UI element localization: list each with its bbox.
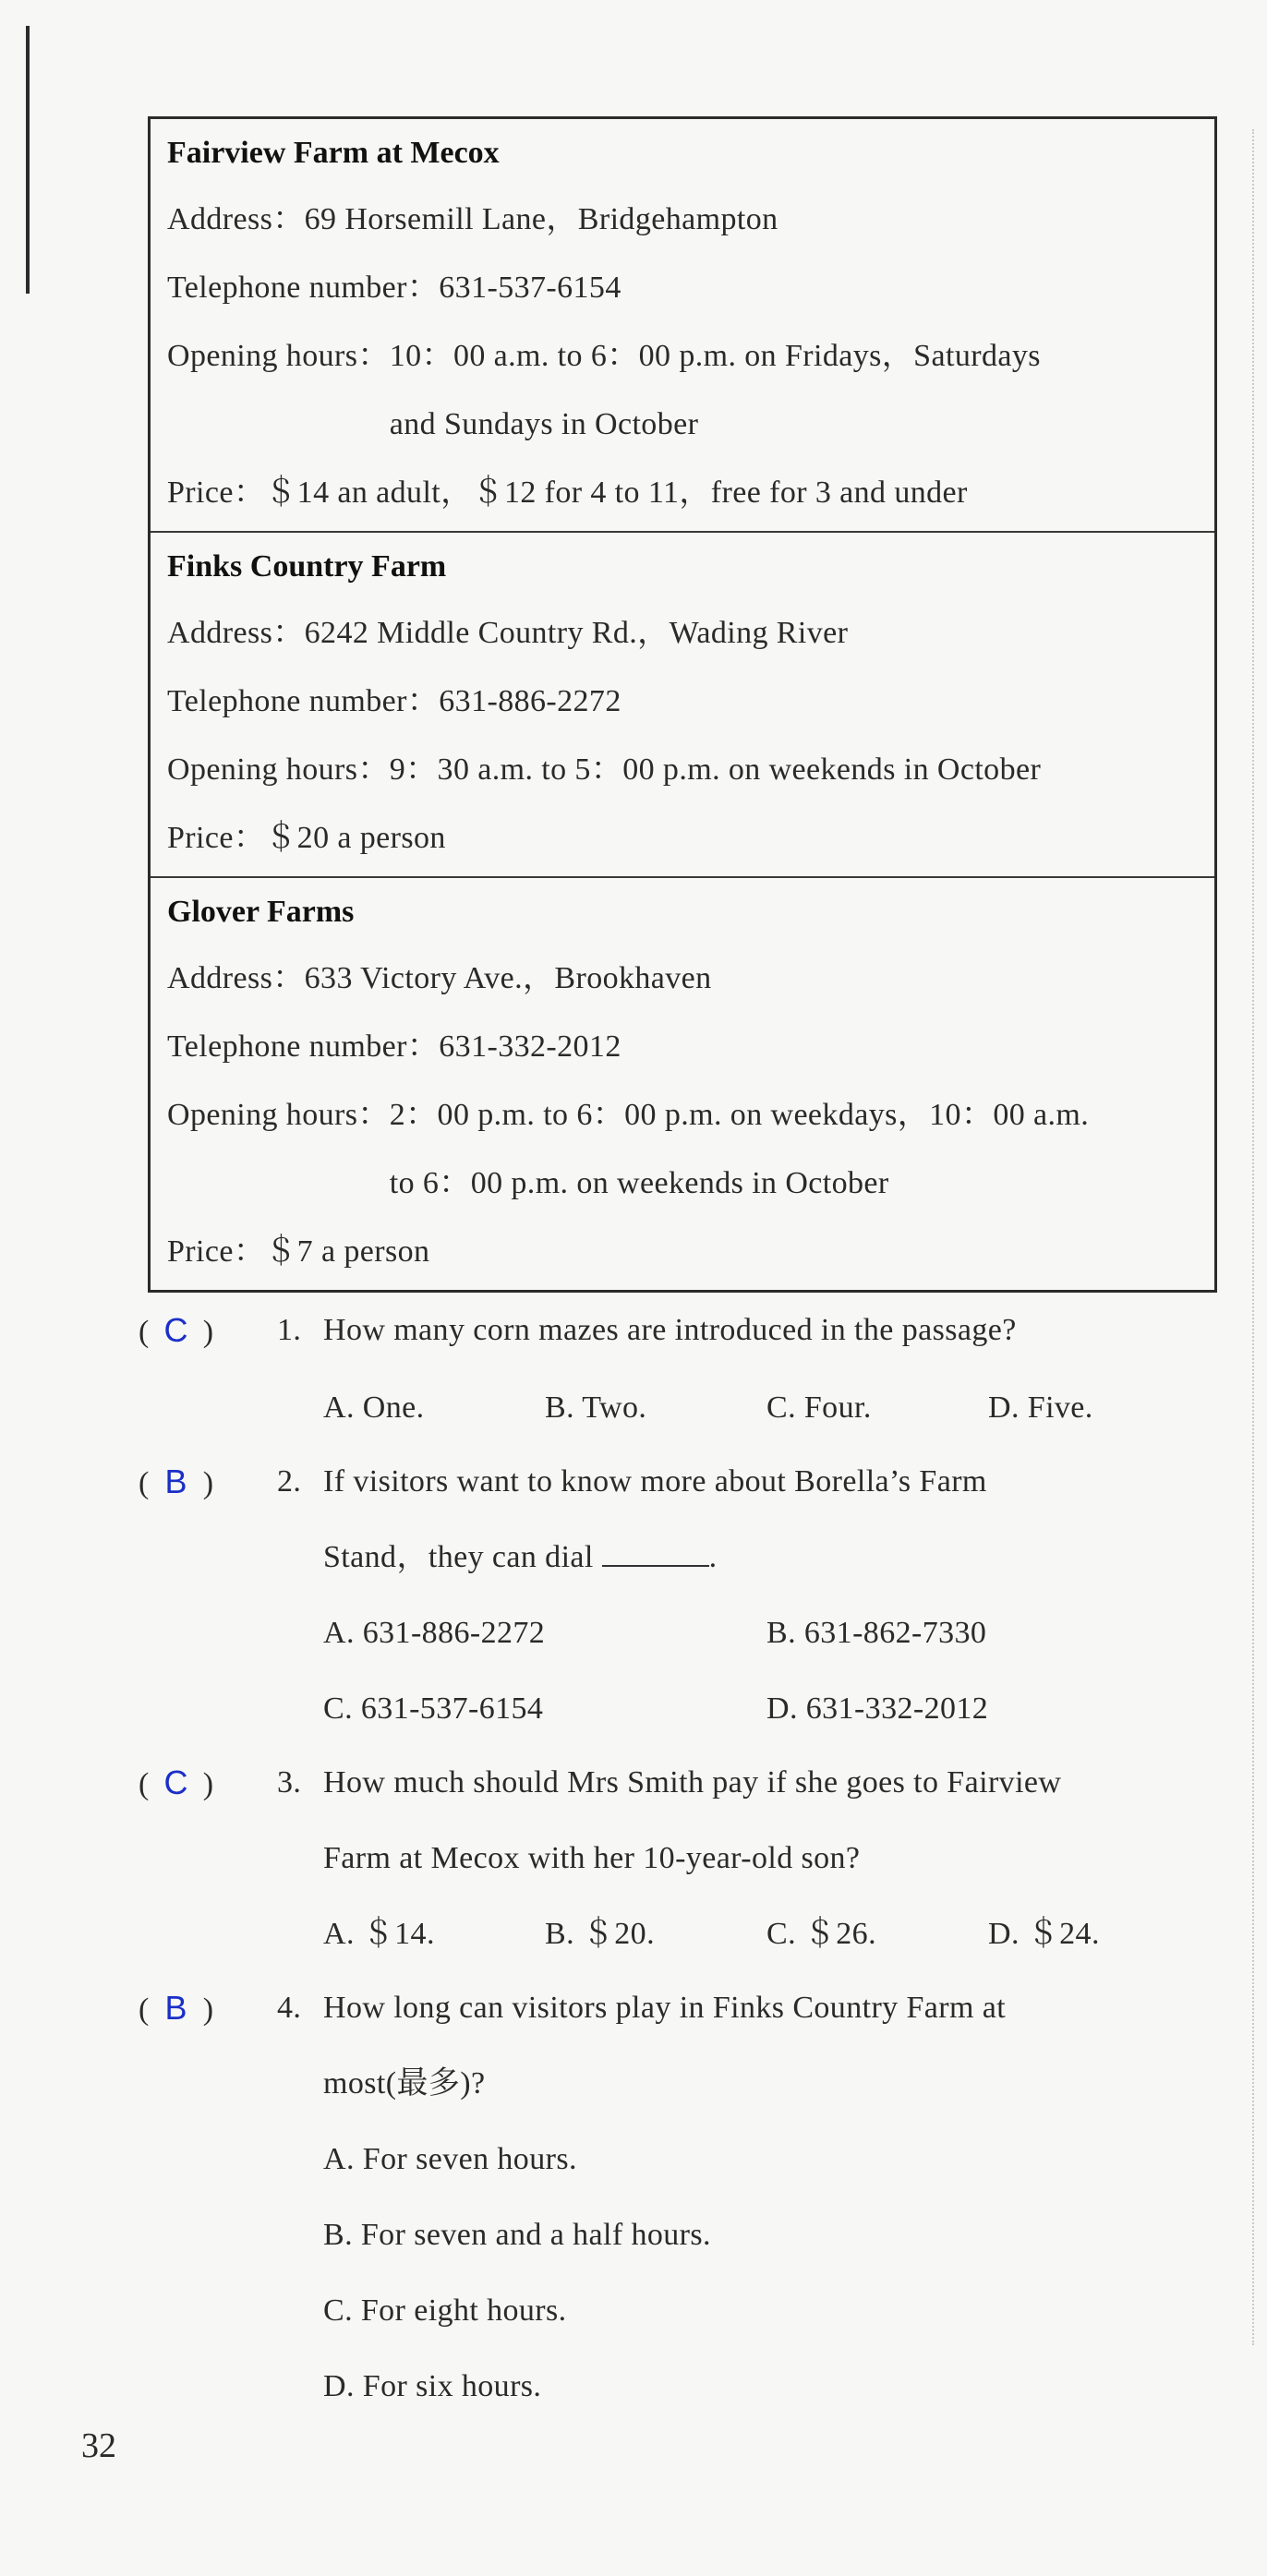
hours-label: Opening hours： bbox=[167, 1098, 390, 1132]
phone-value: 631-537-6154 bbox=[439, 271, 621, 305]
question-number: 2. bbox=[277, 1464, 302, 1499]
bracket-open: ( bbox=[139, 1992, 150, 2027]
question-3 bbox=[139, 1760, 1219, 1957]
option-c: C. ＄26. bbox=[766, 1917, 876, 1951]
answer-blank bbox=[602, 1537, 709, 1567]
price-row bbox=[167, 472, 1200, 514]
price-label: Price： bbox=[167, 821, 266, 855]
bracket-open: ( bbox=[139, 1315, 150, 1349]
answer-bracket bbox=[139, 1985, 277, 2107]
hours-label: Opening hours： bbox=[167, 752, 390, 787]
farm-section-finks bbox=[151, 533, 1214, 878]
answer-bracket bbox=[139, 1307, 277, 1355]
address-value: 6242 Middle Country Rd.，Wading River bbox=[304, 616, 849, 650]
address-label: Address： bbox=[167, 616, 305, 650]
question-text-line2: Farm at Mecox with her 10-year-old son? bbox=[323, 1841, 861, 1875]
farm-name: Finks Country Farm bbox=[167, 549, 447, 584]
address-value: 633 Victory Ave.，Brookhaven bbox=[304, 961, 712, 995]
option-d: D. For six hours. bbox=[323, 2369, 542, 2403]
phone-row bbox=[167, 680, 1200, 723]
price-value: ＄20 a person bbox=[265, 821, 446, 855]
phone-row bbox=[167, 1026, 1200, 1068]
farm-info-table bbox=[148, 116, 1217, 1293]
option-a: A. ＄14. bbox=[323, 1917, 435, 1951]
question-text bbox=[323, 1760, 1219, 1882]
hours-value-line1: 9：30 a.m. to 5：00 p.m. on weekends in October bbox=[389, 752, 1042, 787]
address-row bbox=[167, 199, 1200, 241]
farm-name: Fairview Farm at Mecox bbox=[167, 136, 500, 170]
farm-name: Glover Farms bbox=[167, 895, 355, 929]
bracket-close: ) bbox=[202, 1466, 214, 1500]
phone-value: 631-332-2012 bbox=[439, 1029, 621, 1064]
hours-value-line1: 2：00 p.m. to 6：00 p.m. on weekdays，10：00 a.m. bbox=[389, 1098, 1090, 1132]
question-text-end: . bbox=[708, 1540, 718, 1574]
price-label: Price： bbox=[167, 1234, 266, 1269]
address-label: Address： bbox=[167, 202, 305, 236]
address-value: 69 Horsemill Lane，Bridgehampton bbox=[304, 202, 778, 236]
page-edge-dots bbox=[1252, 129, 1260, 2345]
option-d: D. Five. bbox=[988, 1390, 1093, 1425]
options bbox=[323, 1911, 1219, 1957]
question-text-line2: most(最多)? bbox=[323, 2066, 486, 2101]
option-c: C. 631-537-6154 bbox=[323, 1691, 544, 1726]
question-text-line2: Stand，they can dial bbox=[323, 1540, 594, 1574]
option-d: D. 631-332-2012 bbox=[766, 1691, 989, 1726]
option-b: B. ＄20. bbox=[545, 1917, 655, 1951]
answer-mark: C bbox=[163, 1311, 188, 1349]
bracket-close: ) bbox=[202, 1992, 214, 2027]
bracket-open: ( bbox=[139, 1466, 150, 1500]
address-row bbox=[167, 612, 1200, 655]
phone-row bbox=[167, 267, 1200, 309]
questions-section bbox=[139, 1307, 1219, 2438]
page-number: 32 bbox=[81, 2426, 116, 2465]
question-4 bbox=[139, 1985, 1219, 2410]
price-row bbox=[167, 1231, 1200, 1273]
answer-mark: C bbox=[163, 1763, 188, 1801]
farm-section-fairview bbox=[151, 119, 1214, 533]
option-c: C. For eight hours. bbox=[323, 2293, 567, 2328]
price-row bbox=[167, 817, 1200, 860]
question-number: 4. bbox=[277, 1991, 302, 2025]
address-row bbox=[167, 957, 1200, 1000]
question-1 bbox=[139, 1307, 1219, 1431]
phone-label: Telephone number： bbox=[167, 1029, 440, 1064]
options bbox=[323, 1610, 1219, 1732]
farm-section-glover bbox=[151, 878, 1214, 1290]
option-a: A. One. bbox=[323, 1390, 425, 1425]
question-number: 1. bbox=[277, 1313, 302, 1347]
option-b: B. Two. bbox=[545, 1390, 647, 1425]
margin-rule bbox=[26, 26, 30, 294]
question-text-line1: How much should Mrs Smith pay if she goes to Fairview bbox=[323, 1765, 1062, 1800]
answer-bracket bbox=[139, 1760, 277, 1882]
question-text bbox=[323, 1459, 1219, 1581]
answer-bracket bbox=[139, 1459, 277, 1581]
price-label: Price： bbox=[167, 475, 266, 510]
question-2 bbox=[139, 1459, 1219, 1732]
option-b: B. For seven and a half hours. bbox=[323, 2218, 711, 2252]
bracket-open: ( bbox=[139, 1767, 150, 1801]
address-label: Address： bbox=[167, 961, 305, 995]
options bbox=[323, 1385, 1219, 1431]
question-number: 3. bbox=[277, 1765, 302, 1800]
hours-row bbox=[167, 335, 1200, 446]
hours-label: Opening hours： bbox=[167, 339, 390, 373]
phone-label: Telephone number： bbox=[167, 684, 440, 718]
hours-value-line2: to 6：00 p.m. on weekends in October bbox=[389, 1166, 889, 1200]
option-a: A. For seven hours. bbox=[323, 2142, 577, 2176]
phone-value: 631-886-2272 bbox=[439, 684, 621, 718]
answer-mark: B bbox=[164, 1463, 187, 1500]
bracket-close: ) bbox=[202, 1767, 214, 1801]
question-text-line1: If visitors want to know more about Borella’s Farm bbox=[323, 1464, 987, 1499]
option-a: A. 631-886-2272 bbox=[323, 1616, 546, 1650]
option-b: B. 631-862-7330 bbox=[766, 1616, 987, 1650]
price-value: ＄14 an adult，＄12 for 4 to 11，free for 3 and under bbox=[265, 475, 968, 510]
hours-value-line2: and Sundays in October bbox=[389, 407, 699, 441]
option-c: C. Four. bbox=[766, 1390, 872, 1425]
options bbox=[323, 2137, 1219, 2410]
bracket-close: ) bbox=[202, 1315, 214, 1349]
answer-mark: B bbox=[164, 1989, 187, 2027]
question-text bbox=[323, 1985, 1219, 2107]
price-value: ＄7 a person bbox=[265, 1234, 430, 1269]
hours-row bbox=[167, 749, 1200, 791]
hours-value-line1: 10：00 a.m. to 6：00 p.m. on Fridays，Saturdays bbox=[389, 339, 1041, 373]
hours-row bbox=[167, 1094, 1200, 1205]
phone-label: Telephone number： bbox=[167, 271, 440, 305]
question-text-line1: How long can visitors play in Finks Country Farm at bbox=[323, 1991, 1007, 2025]
question-text: How many corn mazes are introduced in the passage? bbox=[323, 1313, 1017, 1347]
option-d: D. ＄24. bbox=[988, 1917, 1100, 1951]
